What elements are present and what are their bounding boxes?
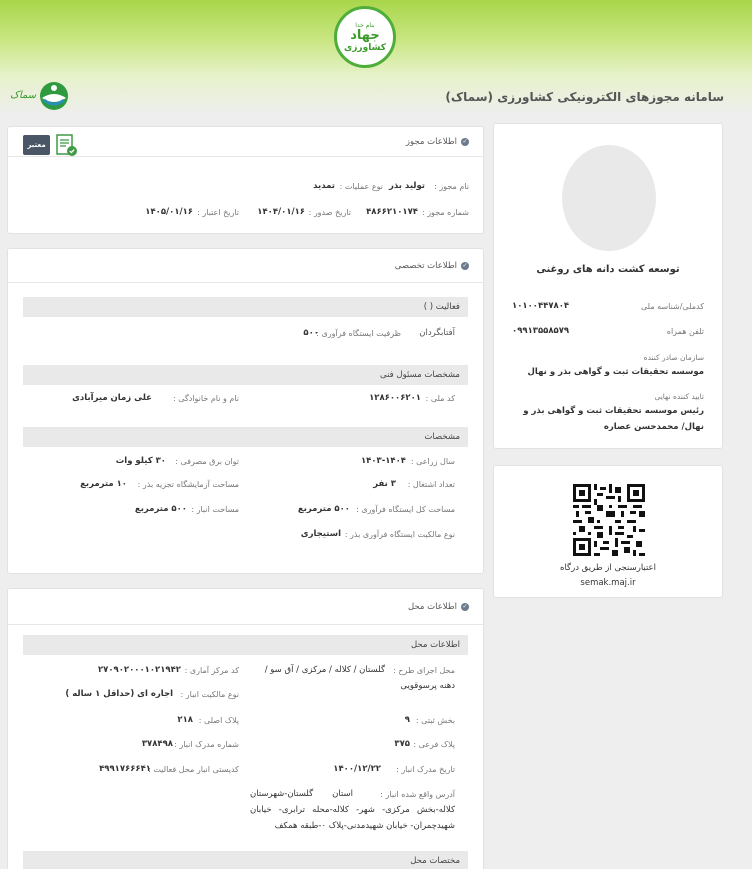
postal-code-value: ۴۹۹۱۷۶۶۶۴۱ [99, 764, 151, 774]
avatar [562, 145, 656, 251]
location-info-title: اطلاعات محل [407, 601, 457, 612]
project-location-value: گلستان / کلاله / مرکزی / آق سو / دهنه پرسوقویی [264, 665, 455, 691]
address-label: آدرس واقع شده انبار : [380, 790, 455, 799]
national-code-label: کد ملی : [425, 394, 455, 403]
national-code-value: ۱۲۸۶۰۰۶۲۰۱ [369, 393, 421, 403]
jihad-keshavarzi-logo [334, 6, 396, 68]
stat-center-label: کد مرکز آماری : [184, 666, 239, 675]
activity-bar: فعالیت ( ) [23, 297, 468, 317]
lab-area-value: ۱۰ مترمربع [80, 479, 127, 489]
postal-code-label: کدپستی انبار محل فعالیت : [148, 765, 239, 774]
location-bar: اطلاعات محل [23, 635, 468, 655]
doc-number-label: شماره مدرک انبار : [174, 740, 239, 749]
license-number-value: ۴۸۶۶۲۱۰۱۷۴ [366, 207, 418, 217]
tech-manager-bar: مشخصات مسئول فنی [23, 365, 468, 385]
verified-document-icon [54, 133, 78, 157]
issuer-value: موسسه تحقیقات ثبت و گواهی بذر و نهال [527, 367, 704, 377]
lab-area-label: مساحت آزمایشگاه تجزیه بذر : [137, 480, 239, 489]
qr-card [493, 465, 723, 598]
qr-caption: اعتبارسنجی از طریق درگاه [560, 563, 656, 573]
expiry-date-value: ۱۴۰۵/۰۱/۱۶ [145, 207, 193, 217]
license-number-label: شماره مجوز : [421, 208, 469, 217]
issue-date-label: تاریخ صدور : [308, 208, 351, 217]
site-title: سامانه مجوزهای الکترونیکی کشاورزی (سماک) [445, 90, 724, 104]
doc-number-value: ۳۷۸۴۹۸ [141, 739, 173, 749]
logo-line1: بنام خدا [355, 21, 375, 29]
capacity-value: ۵۰۰ [303, 328, 319, 338]
warehouse-ownership-value: اجاره ای (حداقل ۱ ساله ) [65, 689, 173, 699]
national-id-label: کدملی/شناسه ملی [641, 302, 704, 311]
specs-bar: مشخصات [23, 427, 468, 447]
specialized-info-title: اطلاعات تخصصی [394, 260, 457, 271]
reg-section-label: بخش ثبتی : [415, 716, 455, 725]
approver-label: تایید کننده نهایی [654, 392, 704, 401]
full-name-label: نام و نام خانوادگی : [173, 394, 239, 403]
sub-plate-value: ۳۷۵ [394, 739, 410, 749]
warehouse-area-value: ۵۰۰ مترمربع [134, 504, 187, 514]
reg-section-value: ۹ [404, 715, 410, 725]
specialized-info-header [8, 249, 483, 283]
license-name-label: نام مجوز : [434, 182, 469, 191]
power-label: توان برق مصرفی : [175, 457, 239, 466]
activity-name: آفتابگردان [419, 328, 455, 338]
station-area-label: مساحت کل ایستگاه فرآوری : [356, 505, 455, 514]
logo-line2: جهاد [350, 27, 380, 43]
semak-logo-icon[interactable] [8, 78, 74, 118]
qr-url[interactable]: semak.maj.ir [580, 578, 636, 588]
license-info-title: اطلاعات مجوز [405, 136, 457, 147]
power-value: ۳۰ کیلو وات [115, 456, 166, 466]
full-name-value: علی زمان میرآبادی [72, 393, 152, 403]
capacity-label: ظرفیت ایستگاه فرآوری : [316, 329, 401, 338]
expiry-date-label: تاریخ اعتبار : [197, 208, 239, 217]
license-info-card [7, 126, 484, 234]
doc-date-value: ۱۴۰۰/۱۲/۲۲ [333, 764, 381, 774]
sub-plate-label: پلاک فرعی : [413, 740, 455, 749]
operation-type-label: نوع عملیات : [339, 182, 383, 191]
specialized-info-card [7, 248, 484, 574]
warehouse-ownership-label: نوع مالکیت انبار : [180, 690, 239, 699]
operation-type-value: تمدید [313, 181, 335, 191]
issuer-label: سازمان صادر کننده [643, 353, 704, 362]
check-circle-icon: ✓ [462, 261, 468, 269]
warehouse-area-label: مساحت انبار : [191, 505, 239, 514]
license-info-header [8, 127, 483, 157]
company-name: توسعه کشت دانه های روغنی [536, 264, 680, 275]
doc-date-label: تاریخ مدرک انبار : [396, 765, 455, 774]
ownership-value: استیجاری [300, 529, 341, 539]
location-info-card [7, 588, 484, 869]
qr-code-icon[interactable] [573, 484, 645, 556]
check-circle-icon: ✓ [462, 602, 468, 610]
main-plate-value: ۲۱۸ [177, 715, 193, 725]
check-circle-icon: ✓ [462, 137, 468, 145]
mobile-label: تلفن همراه [666, 327, 704, 336]
logo-line3: کشاورزی [344, 42, 386, 53]
approver-value: رئیس موسسه تحقیقات ثبت و گواهی بذر و نهال/ محمدحسن عصاره [523, 406, 704, 432]
valid-badge: معتبر [23, 135, 50, 155]
address-value: استان گلستان-شهرستان کلاله-بخش مرکزی- شهر- کلاله-محله ترابری- خیابان شهیدچمران- خیابان شهیدمدنی-پلاک ۰-طبقه همکف [250, 789, 455, 831]
national-id-value: ۱۰۱۰۰۴۴۷۸۰۴ [512, 301, 570, 311]
employees-label: تعداد اشتغال : [407, 480, 455, 489]
semak-logo-text: سماک [10, 90, 37, 101]
crop-year-label: سال زراعی : [410, 457, 455, 466]
employees-value: ۳ نفر [373, 479, 396, 489]
ownership-label: نوع مالکیت ایستگاه فرآوری بذر : [344, 530, 455, 539]
stat-center-value: ۲۷۰۹۰۲۰۰۰۱۰۲۱۹۴۲ [97, 665, 181, 675]
main-plate-label: پلاک اصلی : [198, 716, 239, 725]
license-name-value: تولید بذر [388, 181, 425, 191]
crop-year-value: ۱۴۰۳-۱۴۰۴ [360, 456, 406, 466]
station-area-value: ۵۰۰ مترمربع [297, 504, 350, 514]
mobile-value: ۰۹۹۱۳۵۵۸۵۷۹ [512, 326, 570, 336]
issue-date-value: ۱۴۰۴/۰۱/۱۶ [257, 207, 305, 217]
project-location-label: محل اجرای طرح : [393, 666, 455, 675]
profile-card [493, 123, 723, 449]
coords-bar: مختصات محل [23, 851, 468, 869]
location-info-header [8, 589, 483, 625]
